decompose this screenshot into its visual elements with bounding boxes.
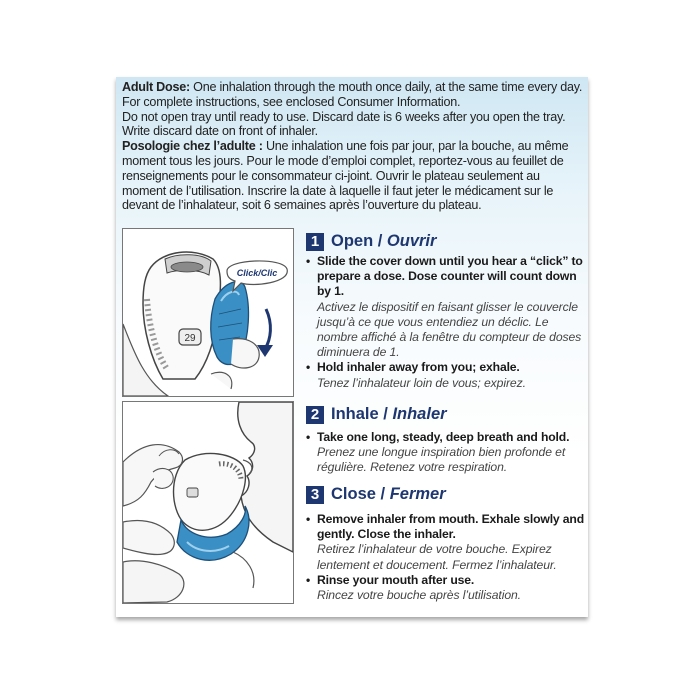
step-1-bullet-1-fr: Activez le dispositif en faisant glisser le couvercle jusqu’à ce que vous entendiez un déclic. Le nombre affiché à la fenêtre du compteur de doses diminuera de 1. <box>317 299 582 360</box>
step-2-bullet-1-en: Take one long, steady, deep breath and hold. <box>317 430 570 444</box>
adult-dose-text: One inhalation through the mouth once daily, at the same time every day. For complete instructions, see enclosed Consumer Information. <box>122 80 583 109</box>
adult-dose-paragraph <box>122 80 584 110</box>
step-3-title-fr: Fermer <box>389 485 446 503</box>
step-3-bullets <box>305 512 587 603</box>
step-2-number: 2 <box>306 406 324 424</box>
open-inhaler-illustration <box>122 228 294 397</box>
open-inhaler-drawing <box>123 229 293 396</box>
step-1-bullet-2 <box>305 360 587 390</box>
step-2-title-en: Inhale / <box>331 405 393 423</box>
step-3-bullet-1-en: Remove inhaler from mouth. Exhale slowly and gently. Close the inhaler. <box>317 512 585 542</box>
bullet-dot-icon: • <box>306 254 311 268</box>
step-1-bullet-1 <box>305 254 587 360</box>
step-1-number: 1 <box>306 233 324 251</box>
step-3-bullet-2-en: Rinse your mouth after use. <box>317 572 475 587</box>
step-1-heading <box>306 232 436 251</box>
bullet-dot-icon: • <box>306 430 311 444</box>
step-3-title <box>331 485 446 504</box>
bullet-dot-icon: • <box>306 360 311 375</box>
step-2-bullet-1-fr: Prenez une longue inspiration bien profonde et régulière. Retenez votre respiration. <box>317 445 566 475</box>
tray-warning: Do not open tray until ready to use. Discard date is 6 weeks after you open the tray. Write discard date on front of inhaler. <box>122 109 566 139</box>
step-3-bullet-2-fr: Rincez votre bouche après l’utilisation. <box>317 588 521 603</box>
step-2-title-fr: Inhaler <box>392 405 447 423</box>
bullet-dot-icon: • <box>306 512 311 526</box>
step-1-title-fr: Ouvrir <box>386 232 437 250</box>
step-3-number: 3 <box>306 486 324 504</box>
step-2-title <box>331 405 447 424</box>
step-1-bullet-1-en: Slide the cover down until you hear a “click” to prepare a dose. Dose counter will count down by 1. <box>317 254 583 299</box>
step-3-bullet-1-fr: Retirez l’inhalateur de votre bouche. Expirez lentement et doucement. Fermez l’inhalateur. <box>317 542 557 572</box>
step-1-bullet-2-en: Hold inhaler away from you; exhale. <box>317 360 520 375</box>
posologie-paragraph <box>122 139 584 213</box>
step-2-heading <box>306 405 447 424</box>
posologie-text: Une inhalation une fois par jour, par la bouche, au même moment tous les jours. Pour le mode d’emploi complet, reportez-vous au feuillet de renseignements pour le consommateur ci-joint. Ouvrir le plateau seulement au moment de l’utilisation. Inscrire la date à laquelle il faut jeter le médicament sur le devant de l’inhalateur, soit 6 semaines après l’ouverture du plateau. <box>122 139 569 213</box>
step-3-title-en: Close / <box>331 485 390 503</box>
step-2-bullet-1 <box>305 430 587 476</box>
bullet-dot-icon: • <box>306 572 311 587</box>
inhale-illustration <box>122 401 294 604</box>
step-3-heading <box>306 485 446 504</box>
posologie-label: Posologie chez l’adulte : <box>122 139 263 154</box>
step-1-title-en: Open / <box>331 232 387 250</box>
adult-dose-label: Adult Dose: <box>122 80 190 94</box>
step-1-bullet-2-fr: Tenez l’inhalateur loin de vous; expirez. <box>317 375 526 390</box>
step-2-bullets <box>305 430 587 476</box>
click-label: Click/Clic <box>236 268 278 278</box>
step-3-bullet-2 <box>305 573 587 603</box>
dose-counter-text: 29 <box>184 333 196 344</box>
step-3-bullet-1 <box>305 512 587 573</box>
step-1-bullets <box>305 254 587 391</box>
dosage-text-block <box>122 80 584 213</box>
step-1-title <box>331 232 436 251</box>
inhale-drawing <box>123 402 293 603</box>
